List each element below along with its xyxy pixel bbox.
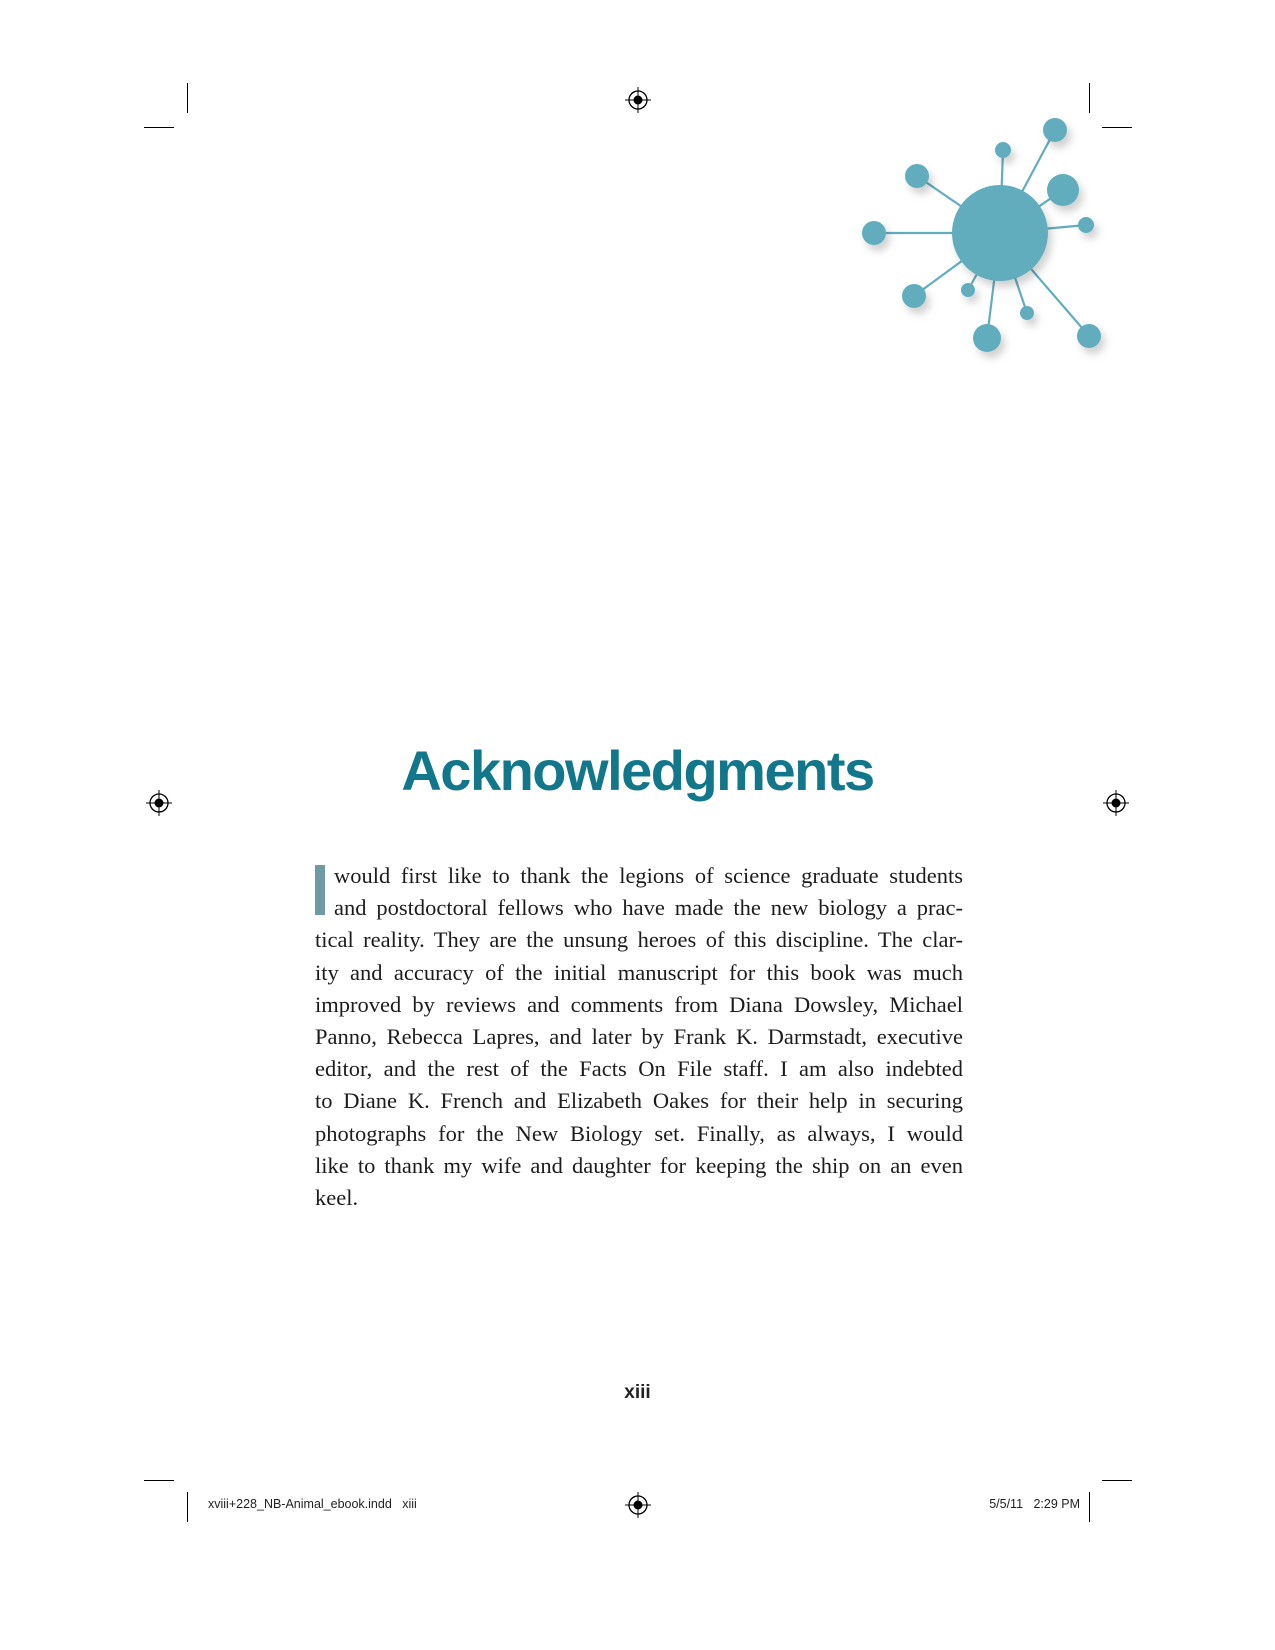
slug-filename: xviii+228_NB-Animal_ebook.indd xiii <box>208 1497 417 1511</box>
paragraph-line: and postdoctoral fellows who have made the new biology a prac- <box>334 895 963 921</box>
crop-mark-bottom-right-horizontal <box>1102 1480 1132 1481</box>
page-number: xiii <box>624 1382 651 1403</box>
crop-mark-top-right-vertical <box>1089 83 1090 113</box>
paragraph-line: photographs for the New Biology set. Finally, as always, I would <box>315 1120 963 1146</box>
acknowledgments-paragraph <box>315 860 963 1214</box>
paragraph-line: would first like to thank the legions of science graduate students <box>334 863 963 888</box>
crop-mark-bottom-right-vertical <box>1089 1492 1090 1522</box>
paragraph-line: editor, and the rest of the Facts On File staff. I am also indebted <box>315 1056 963 1082</box>
paragraph-line: ity and accuracy of the initial manuscript for this book was much <box>315 959 963 985</box>
registration-mark-icon <box>625 1492 651 1518</box>
molecule-icon <box>850 110 1120 375</box>
crop-mark-top-left-vertical <box>187 83 188 113</box>
paragraph-line: tical reality. They are the unsung heroes of this discipline. The clar- <box>315 927 963 953</box>
crop-mark-top-left-horizontal <box>144 127 174 128</box>
page-title: Acknowledgments <box>401 739 874 802</box>
paragraph-line: like to thank my wife and daughter for keeping the ship on an even <box>315 1152 963 1178</box>
crop-mark-bottom-left-horizontal <box>144 1480 174 1481</box>
paragraph-line: improved by reviews and comments from Diana Dowsley, Michael <box>315 991 963 1017</box>
crop-mark-bottom-left-vertical <box>187 1492 188 1522</box>
paragraph-line: to Diane K. French and Elizabeth Oakes for their help in securing <box>315 1088 963 1114</box>
registration-mark-icon <box>625 87 651 113</box>
paragraph-line: keel. <box>315 1185 359 1211</box>
paragraph-line: Panno, Rebecca Lapres, and later by Frank K. Darmstadt, executive <box>315 1024 963 1050</box>
slug-timestamp: 5/5/11 2:29 PM <box>989 1497 1080 1511</box>
